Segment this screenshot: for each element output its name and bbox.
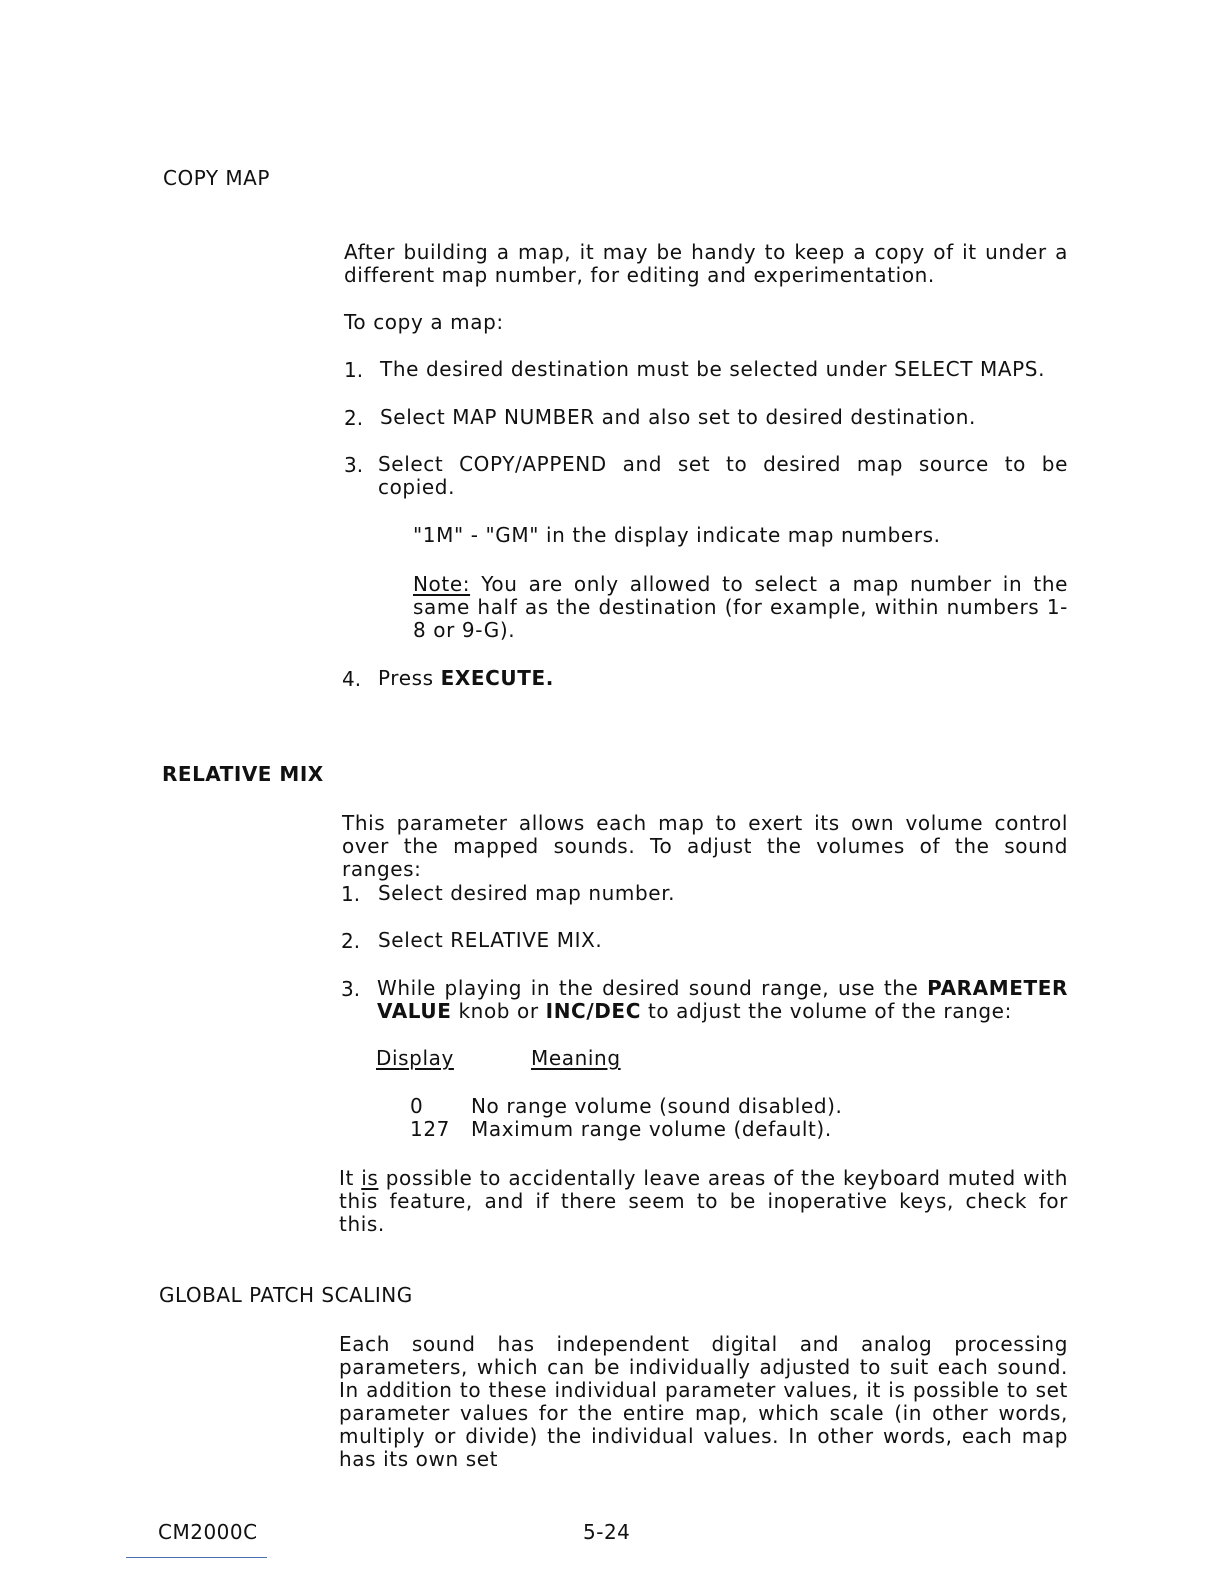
table-row-meaning: Maximum range volume (default). [471, 1117, 832, 1141]
step-3-text-c: to adjust the volume of the range: [640, 999, 1012, 1023]
relative-mix-step-2-number: 2. [341, 929, 361, 953]
section-heading-copy-map: COPY MAP [163, 166, 270, 190]
relative-mix-step-3-number: 3. [341, 977, 361, 1001]
global-patch-scaling-intro: Each sound has independent digital and analog processing parameters, which can be individually adjusted to suit each sound. In addition to these individual parameter values, it is possible to set parameter values for the entire map, which scale (in other words, multiply or divide) the individual values. In other words, each map has its own set [339, 1332, 1068, 1471]
table-row-meaning: No range volume (sound disabled). [471, 1094, 843, 1118]
footer-model: CM2000C [158, 1520, 258, 1544]
copy-map-step-3-number: 3. [344, 453, 364, 477]
copy-map-step-4-number: 4. [342, 667, 362, 691]
copy-map-lead: To copy a map: [344, 310, 504, 334]
table-header-display: Display [376, 1046, 454, 1070]
warning-emphasis: is [361, 1166, 379, 1190]
relative-mix-step-2: Select RELATIVE MIX. [378, 928, 603, 952]
copy-map-step-1: The desired destination must be selected under SELECT MAPS. [380, 357, 1046, 381]
warning-text-b: possible to accidentally leave areas of the keyboard muted with this feature, and if there seem to be inoperative keys, check for this. [339, 1166, 1068, 1236]
relative-mix-step-1-number: 1. [341, 882, 361, 906]
table-header-meaning: Meaning [531, 1046, 621, 1070]
copy-map-step-4 [378, 667, 1068, 690]
execute-label: EXECUTE. [440, 666, 554, 690]
note-label: Note: [413, 572, 471, 596]
step-4-text: Press [378, 666, 441, 690]
section-heading-relative-mix: RELATIVE MIX [162, 762, 324, 786]
scan-edge-line [126, 1557, 267, 1558]
parameter-value-label: PARAMETER VALUE [377, 976, 1068, 1023]
copy-map-step-1-number: 1. [344, 358, 364, 382]
display-map-numbers-note: "1M" - "GM" in the display indicate map numbers. [413, 523, 941, 547]
copy-map-note [413, 573, 1068, 642]
copy-map-step-2-number: 2. [344, 406, 364, 430]
relative-mix-step-1: Select desired map number. [378, 881, 676, 905]
copy-map-step-3: Select COPY/APPEND and set to desired map source to be copied. [378, 452, 1068, 499]
copy-map-step-2: Select MAP NUMBER and also set to desired destination. [380, 405, 976, 429]
relative-mix-step-3 [377, 977, 1068, 1023]
section-heading-global-patch-scaling: GLOBAL PATCH SCALING [159, 1283, 413, 1307]
note-text: You are only allowed to select a map number in the same half as the destination (for example, within numbers 1-8 or 9-G). [413, 572, 1068, 642]
inc-dec-label: INC/DEC [545, 999, 641, 1023]
step-3-text-a: While playing in the desired sound range, use the [377, 976, 928, 1000]
relative-mix-intro: This parameter allows each map to exert its own volume control over the mapped sounds. To adjust the volumes of the sound ranges: [342, 811, 1068, 881]
table-row-display: 127 [410, 1117, 450, 1141]
copy-map-intro: After building a map, it may be handy to keep a copy of it under a different map number, for editing and experimentation. [344, 240, 1068, 287]
relative-mix-warning [339, 1167, 1068, 1236]
footer-page-number: 5-24 [583, 1520, 631, 1544]
table-row-display: 0 [410, 1094, 424, 1118]
warning-text-a: It [339, 1166, 362, 1190]
step-3-text-b: knob or [451, 999, 546, 1023]
